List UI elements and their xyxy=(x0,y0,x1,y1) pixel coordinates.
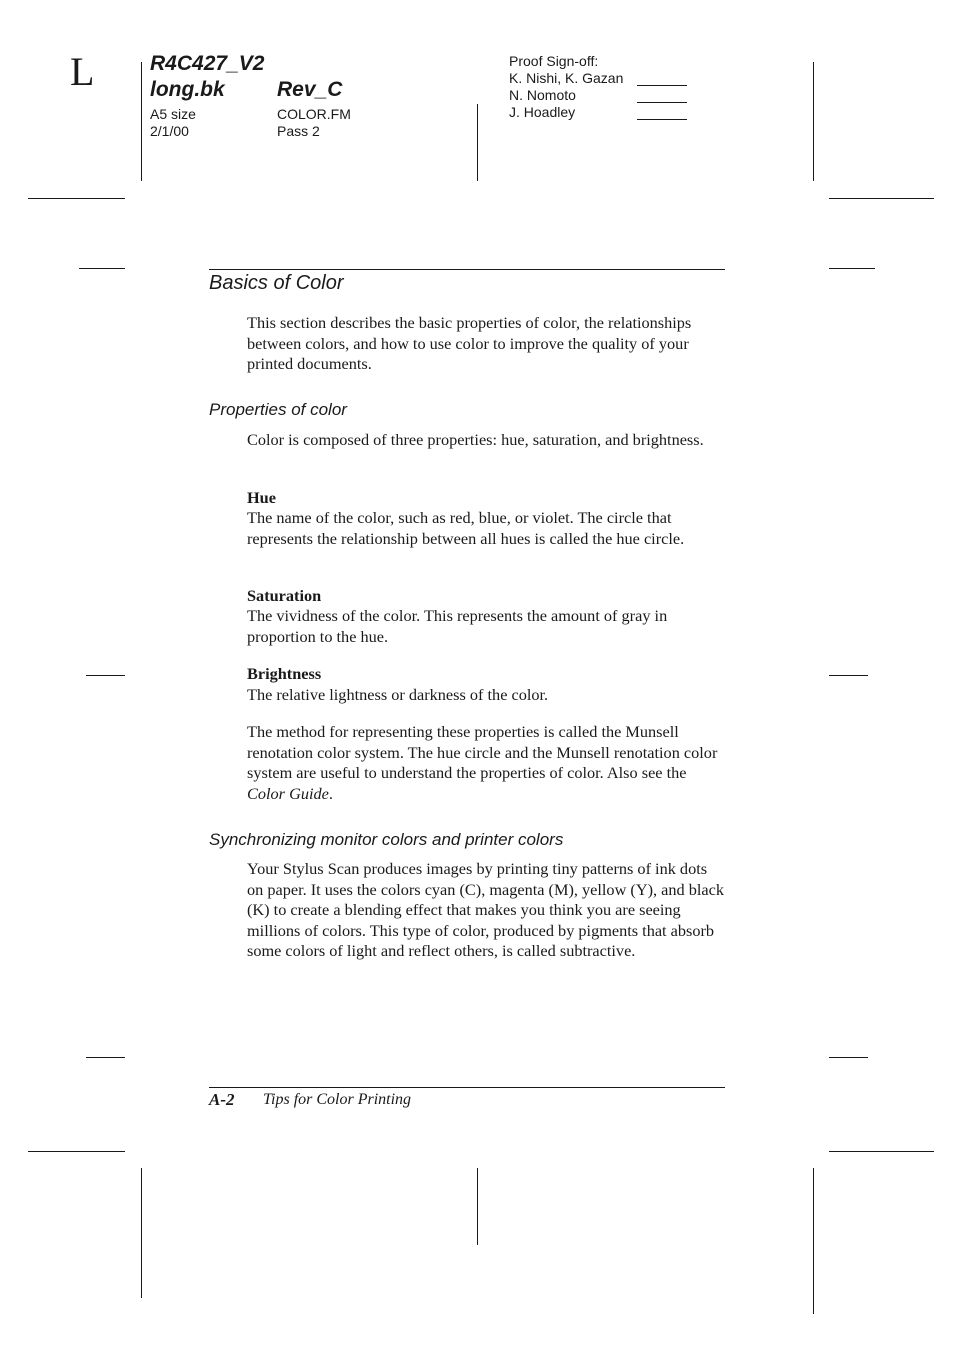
crop-mark xyxy=(813,1168,814,1314)
term-brightness: Brightness xyxy=(247,664,322,683)
crop-mark xyxy=(28,1151,125,1152)
pass: Pass 2 xyxy=(277,123,320,139)
crop-mark xyxy=(141,62,142,181)
crop-mark xyxy=(829,268,875,269)
page-number: A-2 xyxy=(209,1090,235,1109)
crop-mark xyxy=(86,1057,125,1058)
file-name: COLOR.FM xyxy=(277,106,351,122)
chapter-title: Tips for Color Printing xyxy=(263,1091,412,1108)
signoff-name: K. Nishi, K. Gazan xyxy=(509,70,624,86)
signoff-line xyxy=(637,102,687,103)
sync-paragraph: Your Stylus Scan produces images by printing tiny patterns of ink dots on paper. It uses the colors cyan (C), magenta (M), yellow (Y), and black (K) to create a blending effect that makes you think you are seeing millions of colors. This type of color, produced by pigments that absorb some colors of light and reflect others, is called subtractive. xyxy=(247,859,724,960)
book-name: long.bk xyxy=(150,78,225,101)
signoff-name: N. Nomoto xyxy=(509,87,576,103)
doc-code: R4C427_V2 xyxy=(150,52,265,75)
definition-saturation: The vividness of the color. This represents the amount of gray in proportion to the hue. xyxy=(247,606,668,646)
crop-mark xyxy=(829,1057,868,1058)
signoff-title: Proof Sign-off: xyxy=(509,53,599,69)
subheading-properties: Properties of color xyxy=(209,400,347,419)
page-size: A5 size xyxy=(150,106,196,122)
color-guide-reference: Color Guide xyxy=(247,783,329,803)
term-hue: Hue xyxy=(247,488,276,507)
crop-mark xyxy=(477,104,478,181)
corner-letter: L xyxy=(70,49,95,94)
signoff-name: J. Hoadley xyxy=(509,104,576,120)
definition-brightness: The relative lightness or darkness of the color. xyxy=(247,685,549,704)
munsell-text: The method for representing these properties is called the Munsell renotation color system. The hue circle and the Munsell renotation color system are useful to understand the properties of color. Also see the xyxy=(247,722,718,782)
crop-mark xyxy=(829,198,934,199)
footer-rule xyxy=(209,1087,725,1088)
intro-paragraph: This section describes the basic properties of color, the relationships between colors, and how to use color to improve the quality of your printed documents. xyxy=(247,313,692,373)
crop-mark xyxy=(829,675,868,676)
revision: Rev_C xyxy=(277,78,343,101)
properties-intro: Color is composed of three properties: hue, saturation, and brightness. xyxy=(247,430,704,449)
crop-mark xyxy=(813,62,814,181)
signoff-line xyxy=(637,119,687,120)
crop-mark xyxy=(79,268,125,269)
munsell-end: . xyxy=(328,783,333,803)
subheading-sync: Synchronizing monitor colors and printer colors xyxy=(209,830,564,849)
term-saturation: Saturation xyxy=(247,586,322,605)
crop-mark xyxy=(28,198,125,199)
munsell-paragraph xyxy=(247,722,727,804)
crop-mark xyxy=(829,1151,934,1152)
section-rule xyxy=(209,269,725,270)
proof-signoff xyxy=(509,53,623,121)
crop-mark xyxy=(477,1168,478,1245)
date: 2/1/00 xyxy=(150,123,189,139)
crop-mark xyxy=(141,1168,142,1298)
signoff-line xyxy=(637,85,687,86)
definition-hue: The name of the color, such as red, blue, or violet. The circle that represents the relationship between all hues is called the hue circle. xyxy=(247,508,685,548)
section-title: Basics of Color xyxy=(209,272,344,294)
crop-mark xyxy=(86,675,125,676)
